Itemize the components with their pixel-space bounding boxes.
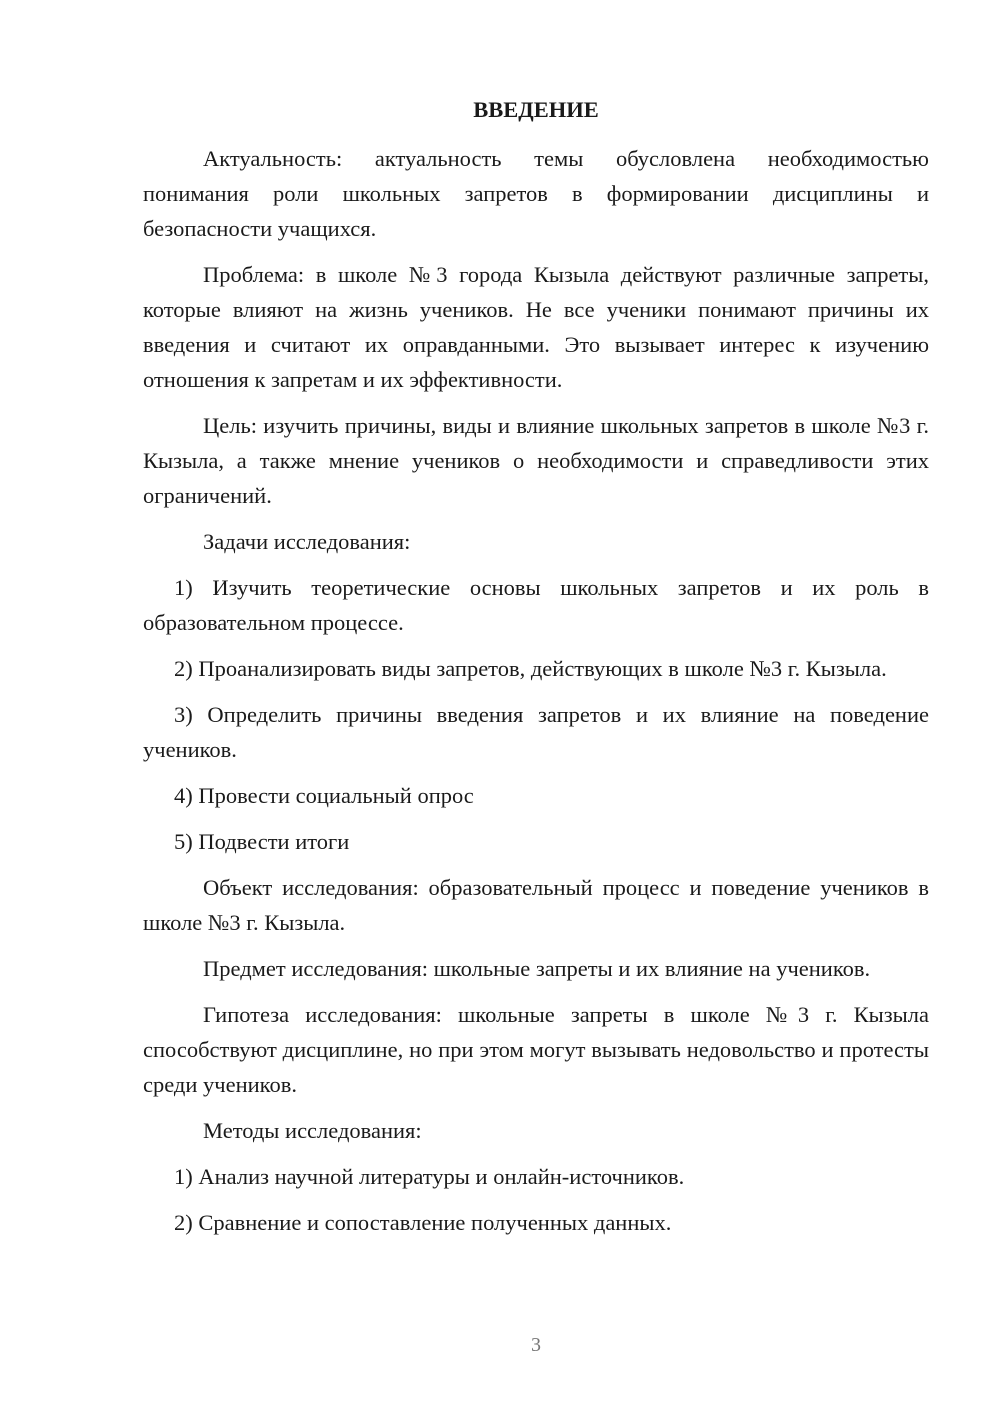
problem-paragraph: Проблема: в школе №3 города Кызыла действуют различные запреты, которые влияют на жизнь учеников. Не все ученики понимают причины их введения и считают их оправданными. Это вызывает интерес к изучению отношения к запретам и их эффективности. — [143, 262, 929, 392]
task-item-3: 3) Определить причины введения запретов и их влияние на поведение учеников. — [143, 702, 929, 762]
method-item-1: 1) Анализ научной литературы и онлайн-источников. — [174, 1164, 685, 1189]
methods-heading: Методы исследования: — [203, 1118, 422, 1143]
relevance-paragraph: Актуальность: актуальность темы обусловлена необходимостью понимания роли школьных запретов в формировании дисциплины и безопасности учащихся. — [143, 146, 929, 241]
object-paragraph: Объект исследования: образовательный процесс и поведение учеников в школе №3 г. Кызыла. — [143, 875, 929, 935]
method-item-2: 2) Сравнение и сопоставление полученных данных. — [174, 1210, 672, 1235]
task-item-5: 5) Подвести итоги — [174, 829, 350, 854]
goal-paragraph: Цель: изучить причины, виды и влияние школьных запретов в школе №3 г. Кызыла, а также мнение учеников о необходимости и справедливости этих ограничений. — [143, 413, 929, 508]
task-item-4: 4) Провести социальный опрос — [174, 783, 474, 808]
tasks-heading: Задачи исследования: — [203, 529, 411, 554]
hypothesis-paragraph: Гипотеза исследования: школьные запреты в школе №3 г. Кызыла способствуют дисциплине, но при этом могут вызывать недовольство и протесты среди учеников. — [143, 1002, 929, 1097]
subject-paragraph: Предмет исследования: школьные запреты и их влияние на учеников. — [203, 956, 871, 981]
page-number: 3 — [531, 1334, 541, 1356]
page-content — [143, 92, 929, 1251]
body-text — [143, 141, 929, 1240]
section-heading: ВВЕДЕНИЕ — [473, 97, 599, 122]
task-item-1: 1) Изучить теоретические основы школьных запретов и их роль в образовательном процессе. — [143, 575, 929, 635]
task-item-2: 2) Проанализировать виды запретов, действующих в школе №3 г. Кызыла. — [174, 656, 887, 681]
